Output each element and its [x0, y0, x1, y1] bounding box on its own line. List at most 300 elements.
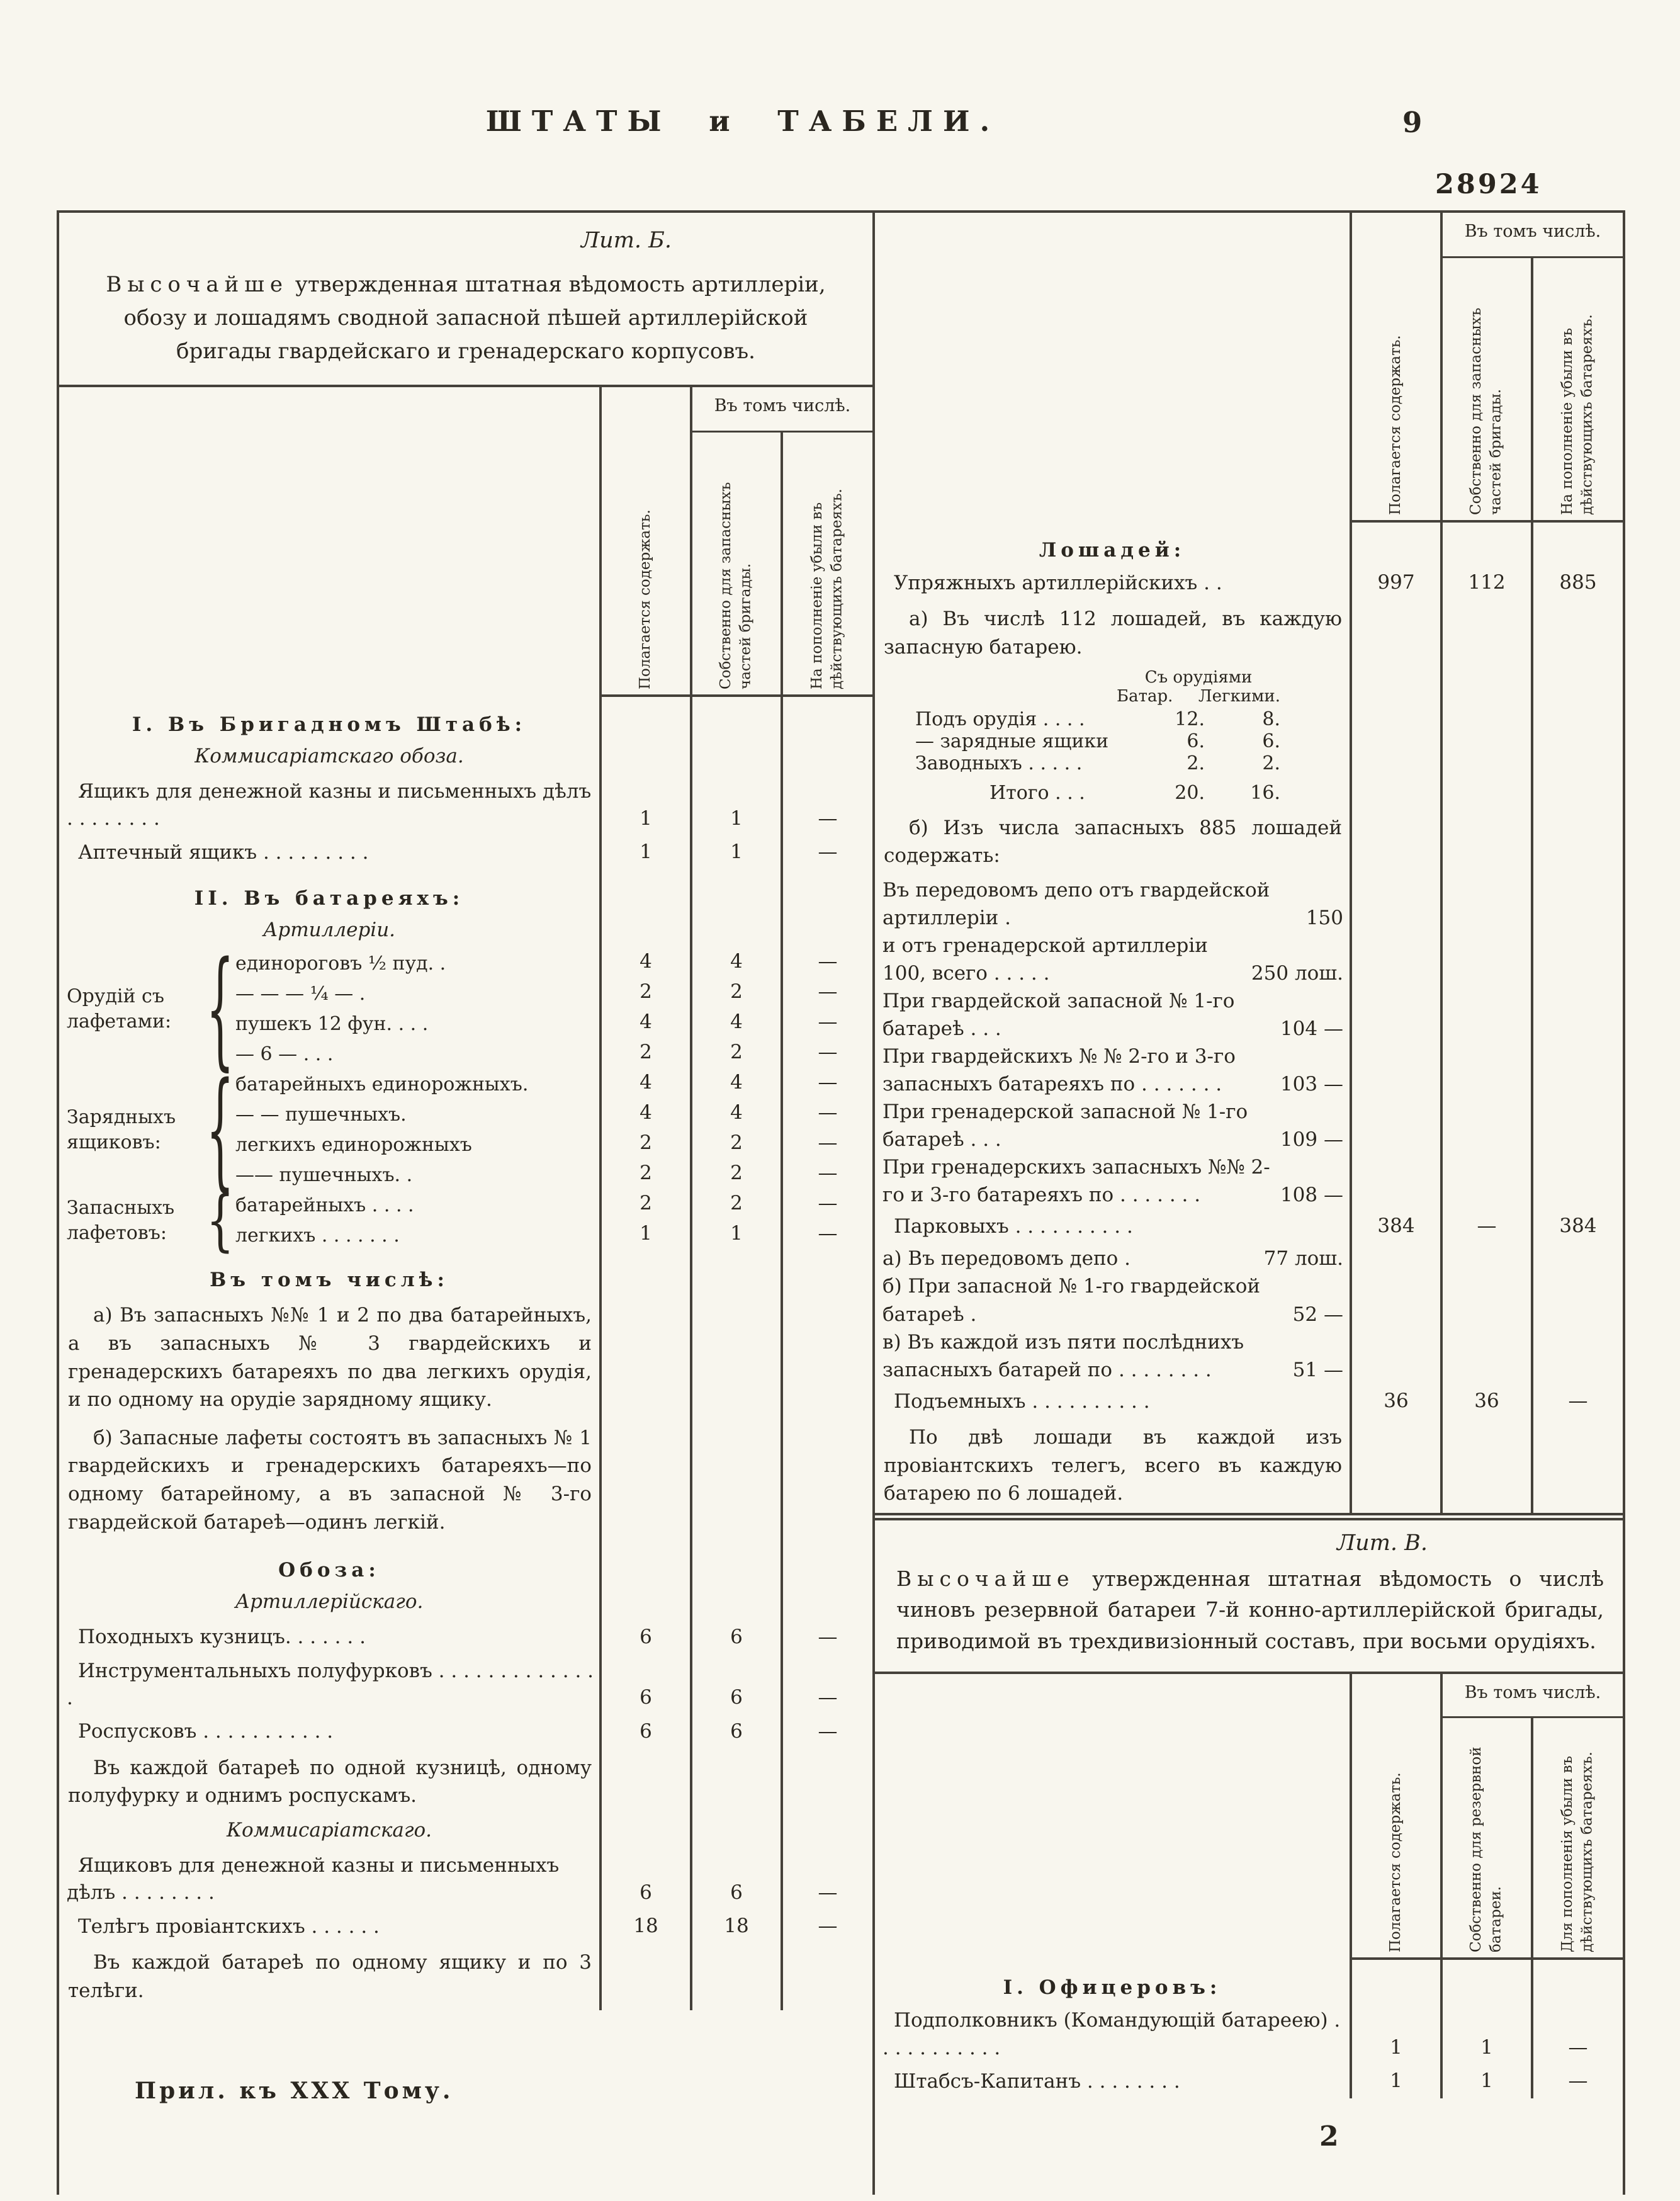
section-heading: Въ томъ числѣ: [210, 1269, 449, 1292]
value-cell [691, 1587, 782, 1621]
table-row [59, 741, 872, 775]
value-cell: 384 [1532, 1210, 1623, 1243]
value-cell: 1 [691, 775, 782, 836]
value-cell [691, 1296, 782, 1419]
section-heading: Лошадей: [1039, 539, 1186, 562]
col-header-replenish-label: Для пополненія убыли въ дѣйствующихъ батареяхъ. [1559, 1751, 1596, 1953]
brace-decoration: { [206, 1055, 234, 1205]
detail-line-value: 103 — [1280, 1073, 1343, 1095]
subtable-col-light: Легкими. [1198, 686, 1280, 706]
subtable-cell [875, 667, 1351, 809]
detail-lines [875, 1243, 1350, 1384]
value-cell [782, 1296, 872, 1419]
detail-line [882, 1043, 1343, 1098]
row-label: Штабсъ-Капитанъ . . . . . . . . [894, 2070, 1180, 2093]
detail-line [882, 1245, 1343, 1272]
value-cell: 4 [600, 949, 691, 979]
value-cell: 2 [600, 1160, 691, 1191]
officers-table [875, 1672, 1623, 2098]
value-cell: 1 [691, 1221, 782, 1251]
detail-line-value: 52 — [1292, 1303, 1343, 1326]
value-cell: 18 [691, 1910, 782, 1944]
value-cell: 2 [600, 1039, 691, 1070]
col-header-group: Въ томъ числѣ. [1441, 1673, 1623, 1717]
detail-line-value: 104 — [1280, 1017, 1343, 1040]
table-row [59, 696, 872, 741]
value-cell: — [782, 1009, 872, 1039]
row-label: Ящикъ для денежной казны и письменныхъ дѣлъ . . . . . . . . [67, 780, 592, 830]
detail-line [882, 1272, 1343, 1328]
value-cell: 2 [600, 1191, 691, 1221]
value-cell: 1 [600, 775, 691, 836]
subtable-value: 6. [1262, 730, 1280, 752]
section-heading: I. Въ Бригадномъ Штабѣ: [132, 713, 527, 737]
section-subheading: Артиллерійскаго. [235, 1590, 424, 1614]
table-row [59, 1191, 872, 1221]
table-row [875, 2004, 1623, 2065]
value-cell [1441, 1243, 1532, 1384]
table-row [875, 1959, 1623, 2004]
value-cell [600, 1749, 691, 1815]
value-cell: — [1532, 2004, 1623, 2065]
value-cell [1351, 667, 1441, 809]
note-paragraph: Въ каждой батареѣ по одному ящику и по 3 телѣги. [68, 1951, 592, 2002]
value-cell [600, 1541, 691, 1587]
subtable-value: 8. [1262, 708, 1280, 730]
subtable-row-label: Подъ орудія . . . . [915, 708, 1085, 730]
value-cell: 6 [691, 1655, 782, 1716]
col-header-replenish-label: На пополненіе убыли въ дѣйствующихъ батареяхъ. [1559, 314, 1596, 515]
lit-b-table [59, 387, 872, 2010]
group-label-cell [59, 934, 234, 1084]
value-cell: 2 [691, 1191, 782, 1221]
value-cell: 997 [1351, 567, 1441, 600]
value-cell [1351, 521, 1441, 567]
row-label: Подъемныхъ . . . . . . . . . . [894, 1389, 1150, 1413]
left-column [59, 213, 875, 2195]
col-header-total-label: Полагается содержать. [1387, 1772, 1404, 1953]
value-cell: — [782, 1191, 872, 1221]
group-label: Орудій съ лафетами: [67, 985, 172, 1033]
subtable-columns [1117, 687, 1280, 708]
value-cell [691, 741, 782, 775]
detail-line [882, 1098, 1343, 1153]
value-cell [782, 1815, 872, 1849]
table-row [59, 1251, 872, 1296]
col-header-own-battery-label: Собственно для резервной батареи. [1468, 1746, 1504, 1953]
value-cell [782, 1587, 872, 1621]
subtable-header: Съ орудіями [1144, 667, 1253, 687]
detail-line-text: а) Въ передовомъ депо . [882, 1247, 1131, 1270]
value-cell [1441, 875, 1532, 1210]
detail-line-text: в) Въ каждой изъ пяти послѣднихъ запасныхъ батарей по . . . . . . . . [882, 1330, 1244, 1381]
section-subheading: Коммисаріатскаго обоза. [194, 745, 464, 768]
table-row [59, 869, 872, 915]
group-label-cell [59, 1055, 234, 1205]
detail-line [882, 1153, 1343, 1209]
value-cell [600, 1296, 691, 1419]
row-label: батарейныхъ единорожныхъ. [235, 1073, 529, 1096]
col-header-replenish [1532, 1717, 1623, 1959]
detail-line-text: При гвардейскихъ № № 2-го и 3-го запасныхъ батареяхъ по . . . . . . . [882, 1044, 1236, 1095]
value-cell: — [782, 1655, 872, 1716]
value-cell: 2 [691, 979, 782, 1009]
main-table-box [57, 210, 1625, 2195]
value-cell: 1 [691, 836, 782, 869]
value-cell [782, 1541, 872, 1587]
value-cell: — [1532, 1385, 1623, 1418]
table-row [875, 1243, 1623, 1384]
detail-line-text: Въ передовомъ депо отъ гвардейской артиллеріи . [882, 878, 1270, 929]
table-row [59, 1715, 872, 1748]
subtable-value: 20. [1175, 781, 1205, 804]
value-cell: — [782, 979, 872, 1009]
table-row [59, 1944, 872, 2010]
table-row [875, 809, 1623, 875]
row-label: единороговъ ½ пуд. . [235, 953, 446, 975]
subtable-row-label: Итого . . . [989, 781, 1085, 804]
table-row [59, 1655, 872, 1716]
note-paragraph: а) Въ числѣ 112 лошадей, въ каждую запасную батарею. [884, 608, 1342, 659]
col-header-total-label: Полагается содержать. [637, 509, 654, 690]
page-header-title: ШТАТЫ и ТАБЕЛИ. [485, 105, 1000, 138]
horses-per-battery-subtable [875, 667, 1350, 809]
value-cell: 6 [691, 1621, 782, 1654]
table-row [59, 1749, 872, 1815]
lit-b-title [93, 268, 838, 368]
subtable-value: 16. [1250, 781, 1280, 804]
value-cell [782, 741, 872, 775]
note-paragraph: а) Въ запасныхъ №№ 1 и 2 по два батарейныхъ, а въ запасныхъ № 3 гвардейскихъ и гренадерскихъ батареяхъ по два легкихъ орудія, и по одному на орудіе зарядному ящику. [68, 1304, 592, 1412]
note-paragraph: Въ каждой батареѣ по одной кузницѣ, одному полуфурку и однимъ роспускамъ. [68, 1756, 592, 1808]
empty-header-cell [875, 1673, 1351, 1959]
lit-b-table-header [59, 387, 872, 696]
detail-line-text: При гвардейской запасной № 1-го батареѣ . . . [882, 989, 1235, 1040]
col-header-replenish [782, 431, 872, 696]
value-cell: — [782, 1621, 872, 1654]
value-cell: — [782, 1910, 872, 1944]
value-cell: 4 [691, 1009, 782, 1039]
row-label: — 6 — . . . [235, 1043, 334, 1066]
value-cell [1532, 521, 1623, 567]
table-row [875, 667, 1623, 809]
table-row [59, 1070, 872, 1100]
subtable-row-label: — зарядные ящики [915, 730, 1109, 752]
detail-lines-cell [875, 875, 1351, 1210]
detail-line-value: 109 — [1280, 1128, 1343, 1151]
value-cell [1441, 1959, 1532, 2004]
row-label: легкихъ единорожныхъ [235, 1134, 472, 1157]
section-divider [875, 1513, 1623, 1520]
value-cell: 18 [600, 1910, 691, 1944]
value-cell [600, 1419, 691, 1542]
subtable-row [915, 752, 1280, 774]
value-cell [600, 741, 691, 775]
value-cell: 4 [600, 1070, 691, 1100]
col-header-own-brigade [1441, 257, 1532, 521]
detail-line-value: 51 — [1292, 1358, 1343, 1381]
subtable-value: 2. [1187, 752, 1205, 774]
value-cell [1441, 1418, 1532, 1513]
value-cell [1532, 1418, 1623, 1513]
col-header-own-brigade-label: Собственно для запасныхъ частей бригады. [718, 482, 754, 690]
value-cell [1351, 600, 1441, 666]
table-header-row [875, 213, 1623, 257]
value-cell: 885 [1532, 567, 1623, 600]
col-header-own-battery [1441, 1717, 1532, 1959]
col-header-own-brigade [691, 431, 782, 696]
detail-lines [875, 875, 1350, 1210]
row-label: пушекъ 12 фун. . . . [235, 1013, 429, 1036]
value-cell [1532, 809, 1623, 875]
footer-volume-note: Прил. къ XXX Тому. [133, 2076, 462, 2105]
value-cell [1532, 600, 1623, 666]
value-cell: 6 [691, 1849, 782, 1910]
row-label: Ящиковъ для денежной казны и письменныхъ дѣлъ . . . . . . . . [67, 1854, 560, 1904]
lit-b-title-lead: Высочайше [106, 272, 289, 297]
col-header-replenish [1532, 257, 1623, 521]
value-cell [691, 1541, 782, 1587]
value-cell: — [1441, 1210, 1532, 1243]
col-header-group: Въ томъ числѣ. [1441, 213, 1623, 257]
brace-decoration: { [206, 934, 234, 1084]
subtable-total-row [915, 782, 1280, 804]
value-cell [600, 1251, 691, 1296]
value-cell: 2 [691, 1130, 782, 1160]
value-cell: 112 [1441, 567, 1532, 600]
section-heading: Обоза: [278, 1559, 380, 1582]
empty-header-cell [875, 213, 1351, 521]
table-row [59, 1849, 872, 1910]
table-row [59, 1296, 872, 1419]
detail-line-value: 250 лош. [1251, 961, 1343, 985]
group-label-cell [59, 1182, 234, 1260]
value-cell [600, 1944, 691, 2010]
detail-line-value: 150 [1305, 906, 1343, 929]
value-cell [1351, 809, 1441, 875]
detail-line-text: б) При запасной № 1-го гвардейской батареѣ . [882, 1275, 1261, 1326]
row-label: — — — ¼ — . [235, 983, 366, 1005]
value-cell: 6 [600, 1715, 691, 1748]
value-cell [1441, 667, 1532, 809]
value-cell [691, 1251, 782, 1296]
table-row [875, 1418, 1623, 1513]
empty-header-cell [59, 387, 600, 696]
table-row [59, 915, 872, 949]
col-header-total-label: Полагается содержать. [1387, 335, 1404, 515]
value-cell [600, 915, 691, 949]
value-cell [1532, 1959, 1623, 2004]
value-cell: — [1532, 2065, 1623, 2098]
value-cell: 6 [691, 1715, 782, 1748]
col-header-total [600, 387, 691, 696]
col-header-replenish-label: На пополненіе убыли въ дѣйствующихъ батареяхъ. [809, 489, 845, 690]
officers-table-header [875, 1673, 1623, 1959]
value-cell [691, 1815, 782, 1849]
value-cell: 4 [691, 1100, 782, 1130]
value-cell [691, 869, 782, 915]
group-label: Запасныхъ лафетовъ: [67, 1196, 175, 1245]
lit-b-title-rest: утвержденная штатная вѣдомость артиллеріи, обозу и лошадямъ сводной запасной пѣшей артиллерійской бригады гвардейскаго и гренадерскаго корпусовъ. [123, 272, 826, 365]
table-row [875, 521, 1623, 567]
row-label: Упряжныхъ артиллерійскихъ . . [894, 572, 1222, 594]
value-cell [782, 696, 872, 741]
lit-v-title-lead: Высочайше [896, 1566, 1075, 1591]
value-cell: — [782, 1221, 872, 1251]
section-heading: II. Въ батареяхъ: [194, 887, 465, 910]
row-label: —— пушечныхъ. . [235, 1164, 413, 1187]
note-paragraph: б) Изъ числа запасныхъ 885 лошадей содержать: [884, 816, 1342, 868]
subtable-row-label: Заводныхъ . . . . . [915, 752, 1083, 774]
value-cell: 1 [600, 836, 691, 869]
row-label: Роспусковъ . . . . . . . . . . . [78, 1720, 334, 1743]
value-cell [691, 1749, 782, 1815]
value-cell: — [782, 949, 872, 979]
value-cell [782, 869, 872, 915]
detail-line-text: При гренадерскихъ запасныхъ №№ 2-го и 3-го батареяхъ по . . . . . . . [882, 1156, 1270, 1207]
value-cell [600, 1815, 691, 1849]
value-cell [1351, 875, 1441, 1210]
table-row [875, 875, 1623, 1210]
value-cell: 384 [1351, 1210, 1441, 1243]
table-row [59, 1815, 872, 1849]
value-cell [782, 1944, 872, 2010]
value-cell [782, 1419, 872, 1542]
subtable-value: 2. [1262, 752, 1280, 774]
value-cell: — [782, 1849, 872, 1910]
lit-v-title-rest: утвержденная штатная вѣдомость о числѣ чиновъ резервной батареи 7-й конно-артиллерійской бригады, приводимой въ трехдивизіонный составъ, при восьми орудіяхъ. [896, 1566, 1604, 1653]
detail-line-value: 77 лош. [1263, 1247, 1343, 1270]
table-row [875, 567, 1623, 600]
lit-v-title [896, 1563, 1604, 1657]
table-row [59, 949, 872, 979]
row-label: Инструментальныхъ полуфурковъ . . . . . . . . . . . . . . [67, 1659, 594, 1710]
note-paragraph: По двѣ лошади въ каждой изъ провіантскихъ телегъ, всего въ каждую батарею по 6 лошадей. [884, 1425, 1342, 1505]
col-header-total [1351, 213, 1441, 521]
value-cell: 36 [1441, 1385, 1532, 1418]
table-row [59, 836, 872, 869]
group-label: Зарядныхъ ящиковъ: [67, 1106, 176, 1154]
value-cell: 2 [600, 979, 691, 1009]
row-label: Подполковникъ (Командующій батареею) . . . . . . . . . . . [882, 2009, 1341, 2059]
value-cell: — [782, 1100, 872, 1130]
detail-line-text: При гренадерской запасной № 1-го батареѣ . . . [882, 1100, 1248, 1151]
detail-line-text: и отъ гренадерской артиллеріи 100, всего . . . . . [882, 934, 1208, 985]
horses-table [875, 213, 1623, 1513]
table-header-row [59, 387, 872, 431]
value-cell: 4 [691, 949, 782, 979]
table-row [59, 1910, 872, 1944]
value-cell [1441, 809, 1532, 875]
table-header-row [875, 1673, 1623, 1717]
lit-b-title-block [59, 213, 872, 387]
detail-lines-cell [875, 1243, 1351, 1384]
lit-b-heading: Лит. Б. [580, 228, 672, 253]
value-cell [1532, 667, 1623, 809]
table-row [59, 1541, 872, 1587]
table-row [875, 1210, 1623, 1243]
value-cell [691, 696, 782, 741]
value-cell [691, 1944, 782, 2010]
value-cell: 4 [600, 1009, 691, 1039]
value-cell: 1 [1441, 2065, 1532, 2098]
value-cell: — [782, 1070, 872, 1100]
col-header-total [1351, 1673, 1441, 1959]
row-label: Походныхъ кузницъ. . . . . . . [78, 1626, 366, 1649]
value-cell [1441, 521, 1532, 567]
subtable-value: 12. [1175, 708, 1205, 730]
row-label: батарейныхъ . . . . [235, 1194, 414, 1217]
table-row [875, 1385, 1623, 1418]
value-cell: — [782, 1715, 872, 1748]
value-cell: 1 [1351, 2065, 1441, 2098]
table-row [59, 775, 872, 836]
value-cell: 1 [600, 1221, 691, 1251]
value-cell: 1 [1441, 2004, 1532, 2065]
value-cell: — [782, 775, 872, 836]
value-cell [1532, 875, 1623, 1210]
value-cell [782, 915, 872, 949]
section-heading: I. Офицеровъ: [1003, 1976, 1222, 2000]
value-cell: 6 [600, 1655, 691, 1716]
value-cell: — [782, 1039, 872, 1070]
row-label: — — пушечныхъ. [235, 1104, 407, 1126]
value-cell [1441, 600, 1532, 666]
value-cell: 4 [691, 1070, 782, 1100]
value-cell [600, 696, 691, 741]
subtable-value: 6. [1187, 730, 1205, 752]
value-cell: 4 [600, 1100, 691, 1130]
detail-line [882, 876, 1343, 932]
value-cell [600, 869, 691, 915]
section-subheading: Артиллеріи. [262, 919, 396, 942]
subtable-row [915, 730, 1280, 752]
value-cell [1351, 1418, 1441, 1513]
value-cell [600, 1587, 691, 1621]
value-cell: 2 [600, 1130, 691, 1160]
value-cell: 2 [691, 1039, 782, 1070]
right-column [875, 213, 1623, 2195]
col-header-group: Въ томъ числѣ. [691, 387, 872, 431]
row-label: Парковыхъ . . . . . . . . . . [894, 1215, 1133, 1238]
value-cell: 36 [1351, 1385, 1441, 1418]
value-cell: 2 [691, 1160, 782, 1191]
detail-line [882, 987, 1343, 1043]
row-label: легкихъ . . . . . . . [235, 1225, 400, 1247]
table-row [875, 2065, 1623, 2098]
detail-line-value: 108 — [1280, 1184, 1343, 1207]
value-cell: — [782, 1160, 872, 1191]
value-cell [1351, 1959, 1441, 2004]
subtable-row [915, 708, 1280, 730]
value-cell [782, 1749, 872, 1815]
sheet-signature-number: 2 [1309, 2120, 1349, 2153]
lit-v-title-block [875, 1520, 1623, 1672]
subtable-col-batar: Батар. [1117, 686, 1173, 706]
table-row [59, 1587, 872, 1621]
table-row [59, 1621, 872, 1654]
brace-decoration: { [206, 1182, 234, 1260]
table-row [59, 1419, 872, 1542]
table-row [875, 600, 1623, 666]
detail-line [882, 932, 1343, 987]
value-cell: 6 [600, 1621, 691, 1654]
section-subheading: Коммисаріатскаго. [226, 1819, 432, 1842]
row-label: Аптечный ящикъ . . . . . . . . . [78, 840, 369, 864]
value-cell [691, 1419, 782, 1542]
document-number: 28924 [1435, 169, 1542, 200]
value-cell [1351, 1243, 1441, 1384]
